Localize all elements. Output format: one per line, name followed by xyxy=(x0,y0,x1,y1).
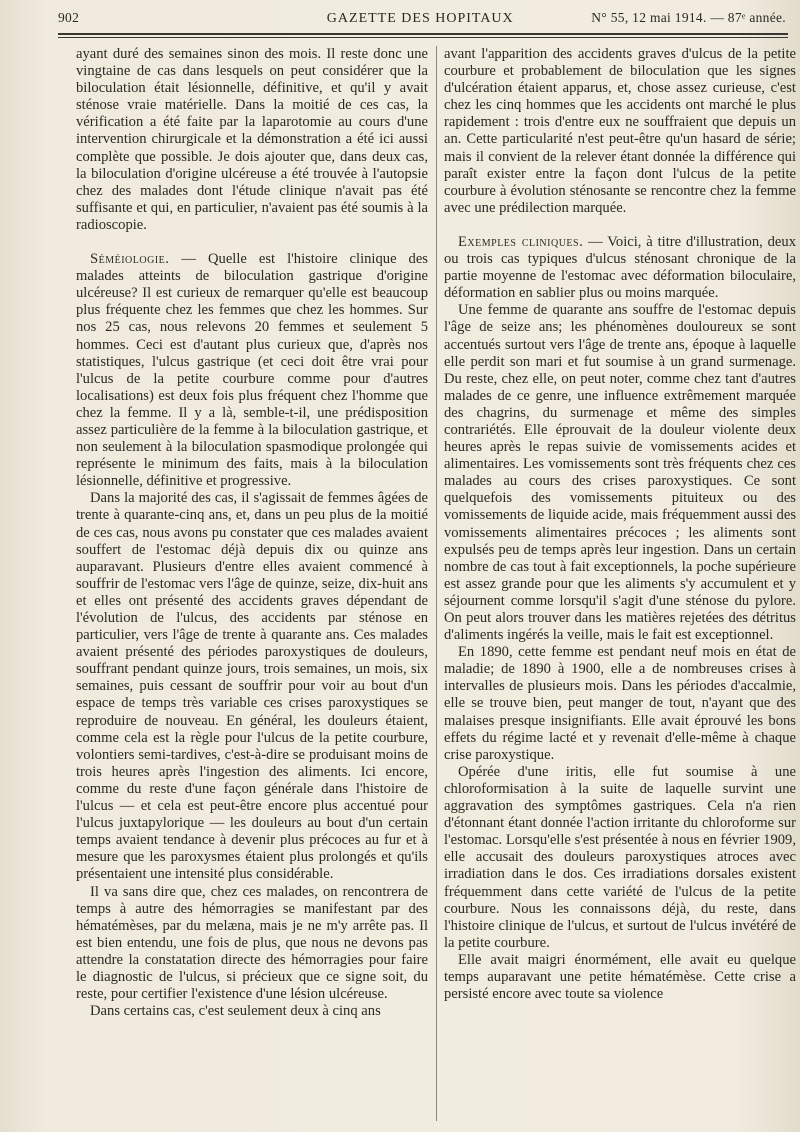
paragraph: ayant duré des semaines sinon des mois. Il reste donc une vingtaine de cas dans lesquels on peut considérer que la biloculation était lésionnelle, définitive, et qu'il y avait sténose vraie matérielle. Dans la moitié de ces cas, la vérification a été faite par la laparotomie au cours d'une intervention chirurgicale et la démonstration a été ici aussi complète que possible. Je dois ajouter que, dans deux cas, la biloculation d'origine ulcéreuse a été trouvée à l'autopsie chez des malades dont l'étude clinique n'avait pas été suffisante et qui, en particulier, n'avaient pas été soumis à la radioscopie. xyxy=(76,46,428,233)
paragraph: Opérée d'une iritis, elle fut soumise à une chloroformisation à la suite de laquelle survint une aggravation des symptômes gastriques. Cela n'a rien d'étonnant étant donnée l'action irritante du chloroforme sur l'estomac. Lorsqu'elle s'est présentée à nous en février 1909, elle accusait des douleurs paroxystiques atroces avec irradiation dans le dos. Ces irradiations dorsales existent fréquemment dans cette variété de l'ulcus de la petite courbure. Nous les connaissons déjà, du reste, dans l'histoire clinique de l'ulcus, et surtout de l'ulcus invétéré de la petite courbure. xyxy=(444,763,796,951)
right-column xyxy=(444,46,796,1003)
section-heading: Séméiologie. xyxy=(90,251,170,268)
paragraph: Dans certains cas, c'est seulement deux à cinq ans xyxy=(90,1003,381,1020)
journal-title: GAZETTE DES HOPITAUX xyxy=(326,11,514,26)
paragraph: Une femme de quarante ans souffre de l'estomac depuis l'âge de seize ans; les phénomènes douloureux se sont accentués surtout vers l'âge de trente ans, époque à laquelle elle perdit son mari et fut soumise à un grand surmenage. Du reste, chez elle, on peut noter, comme chez tant d'autres malades de ce genre, une influence extrêmement marquée des chagrins, du surmenage et même des simples contrariétés. Elle éprouvait de la douleur violente deux heures après le repas suivie de vomissements acides et alimentaires. Les vomissements sont très fréquents chez ces malades au cours des crises paroxystiques. Ce sont quelquefois des vomissements pituiteux ou des vomissements de liquide acide, mais fréquemment aussi des vomissements alimentaires précoces ; les aliments sont expulsés peu de temps après leur ingestion. Dans un certain nombre de cas tout à fait exceptionnels, la poche supérieure est assez grande pour que les aliments s'y accumulent et y séjournent comme lorsqu'il s'agit d'une sténose du pylore. On peut alors trouver dans les matières rejetées des détritus d'aliments ingérés la veille, mais le fait est exceptionnel. xyxy=(444,302,796,644)
page-header xyxy=(58,10,786,32)
paragraph-text: — Quelle est l'histoire clinique des malades atteints de biloculation gastrique d'origine ulcéreuse? Il est curieux de remarquer qu'elle est beaucoup plus fréquente chez les femmes que chez les hommes. Sur nos 25 cas, nous relevons 20 femmes et seulement 5 hommes. Ceci est d'autant plus curieux que, d'après nos statistiques, l'ulcus gastrique (et ceci doit être vrai pour l'ulcus de la petite courbure comme pour d'autres localisations) est deux fois plus fréquent chez l'homme que chez la femme. Il y a là, semble-t-il, une prédisposition assez particulière de la femme à la biloculation gastrique, et non seulement à la biloculation spasmodique prolongée qui représente le minimum des faits, mais à la biloculation lésionnelle, définitive et progressive. xyxy=(76,251,428,490)
paragraph: Elle avait maigri énormément, elle avait eu quelque temps auparavant une petite hématémèse. Cette crise a persisté encore avec toute sa violence xyxy=(444,951,796,1003)
paragraph-exemples xyxy=(444,234,796,302)
issue-info: N° 55, 12 mai 1914. — 87ᵉ année. xyxy=(591,10,786,25)
section-heading: Exemples cliniques. xyxy=(458,233,584,250)
paragraph-text: — Voici, à titre d'illustration, deux ou trois cas typiques d'ulcus sténosant chronique de la partie moyenne de l'estomac avec déformation biloculaire, déformation en sablier plus ou moins marquée. xyxy=(444,233,796,302)
column-divider xyxy=(436,46,437,1121)
header-rule-thick xyxy=(58,33,788,35)
paragraph-semeiologie xyxy=(76,251,428,490)
header-rule-thin xyxy=(58,37,788,38)
left-column xyxy=(76,46,428,1020)
paragraph: Dans la majorité des cas, il s'agissait de femmes âgées de trente à quarante-cinq ans, et, dans un peu plus de la moitié de ces cas, nous avons pu constater que ces malades avaient souffert de l'estomac déjà depuis dix ou quinze ans auparavant. Plusieurs d'entre elles avaient commencé à souffrir de l'estomac vers l'âge de quinze, seize, dix-huit ans et elles ont présenté des accidents graves dépendant de l'évolution de l'ulcus, des accidents par sténose en particulier, vers l'âge de trente à quarante ans. Ces malades avaient présenté des périodes paroxystiques de douleurs, souffrant pendant quinze jours, trois semaines, un mois, six semaines, puis cessant de souffrir pour voir au bout d'un espace de temps très variable ces crises paroxystiques se reproduire de nouveau. En général, les douleurs étaient, comme cela est la règle pour l'ulcus de la petite courbure, volontiers semi-tardives, c'est-à-dire se produisant moins de trois heures après l'ingestion des aliments. Ici encore, comme du reste d'une façon générale dans l'histoire de l'ulcus — et cela est peut-être encore plus accentué pour l'ulcus juxtapylorique — les douleurs au bout d'un certain temps avaient tendance à devenir plus précoces au fur et à mesure que les paroxysmes étaient plus prolongés et qu'ils présentaient une intensité plus considérable. xyxy=(76,490,428,883)
paragraph: En 1890, cette femme est pendant neuf mois en état de maladie; de 1890 à 1900, elle a de nombreuses crises à intervalles de plusieurs mois. Dans les périodes d'accalmie, elle se trouve bien, peut manger de tout, n'ayant que des malaises presque insignifiants. Elle avait éprouvé les bons effets du régime lacté et y revenait d'elle-même à chaque crise paroxystique. xyxy=(444,644,796,763)
page-number: 902 xyxy=(58,10,80,25)
paragraph: Il va sans dire que, chez ces malades, on rencontrera de temps à autre des hémorragies se manifestant par des hématémèses, par du melæna, mais je ne m'y arrête pas. Il est bien entendu, une fois de plus, que nous ne devons pas attendre la constatation directe des hémorragies pour faire le diagnostic de l'ulcus, si précieux que ce signe soit, du reste, pour certifier l'existence d'une lésion ulcéreuse. xyxy=(76,883,428,1003)
paragraph: avant l'apparition des accidents graves d'ulcus de la petite courbure et probablement de biloculation que les signes d'ulcération étaient apparus, et, chose assez curieuse, c'est chez les cinq hommes que les accidents ont marché le plus rapidement : trois d'entre eux ne souffraient que depuis un an. Cette particularité n'est peut-être qu'un hasard de série; mais il convient de la relever étant donnée la différence qui paraît exister entre la façon dont l'ulcus de la petite courbure à évolution sténosante se rencontre chez la femme avec une prédilection marquée. xyxy=(444,46,796,216)
